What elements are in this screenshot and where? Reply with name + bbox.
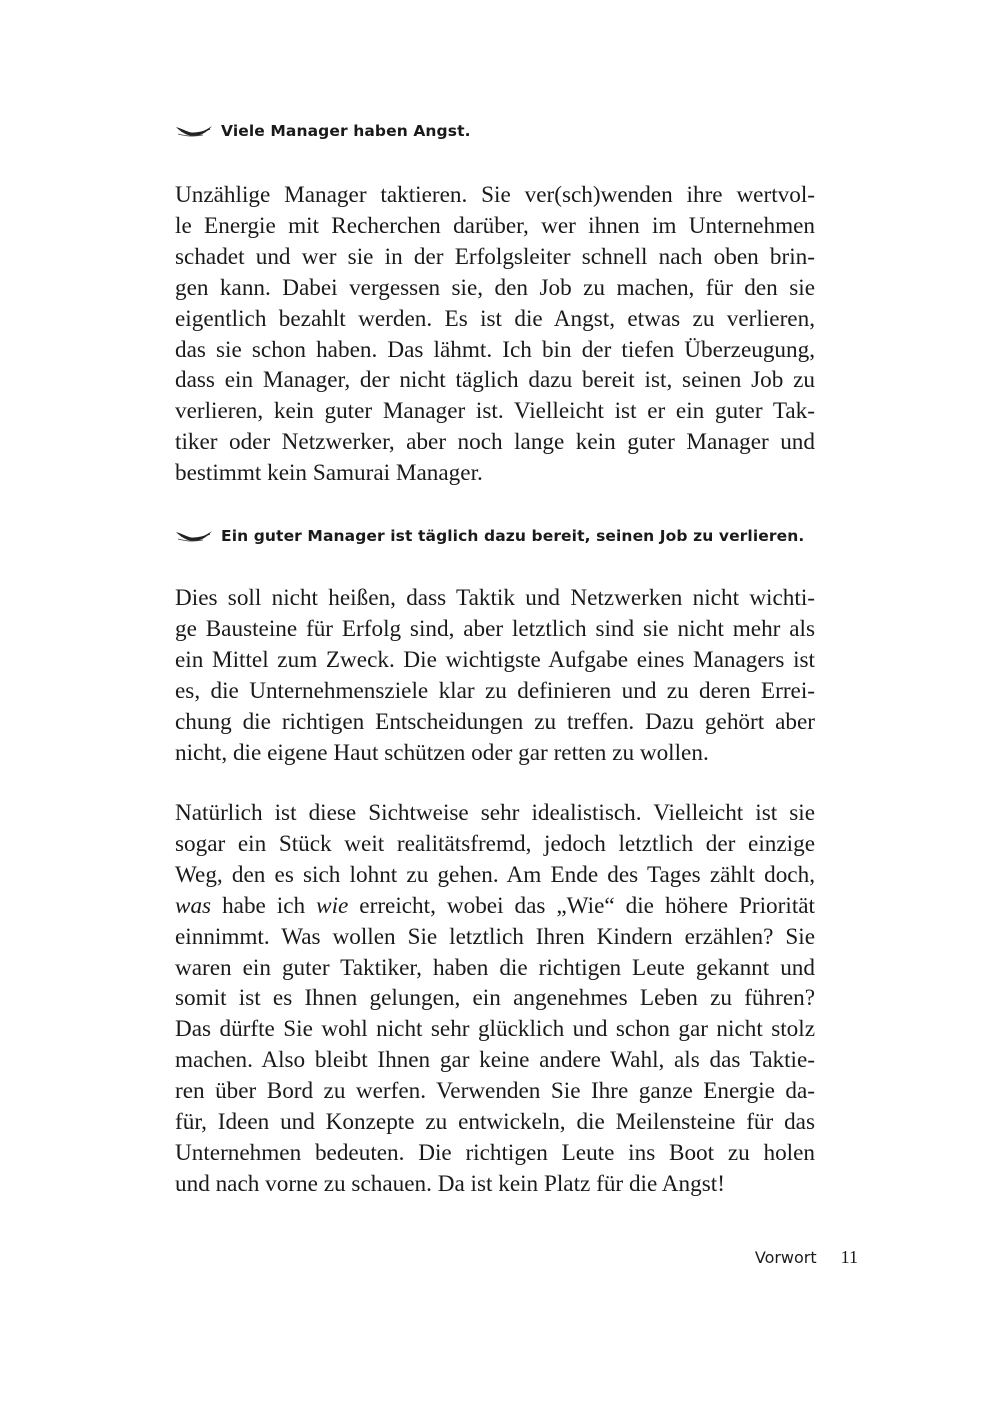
- text-line: ge Bausteine für Erfolg sind, aber letztlich sind sie nicht mehr als: [175, 615, 815, 642]
- brush-stroke-icon: [175, 124, 213, 138]
- callout-text: Ein guter Manager ist täglich dazu bereit, seinen Job zu verlieren.: [221, 527, 805, 545]
- text-line: Unzählige Manager taktieren. Sie ver(sch)wenden ihre wertvol-: [175, 182, 815, 208]
- text-line: somit ist es Ihnen gelungen, ein angenehmes Leben zu führen?: [175, 985, 815, 1012]
- text-line: ren über Bord zu werfen. Verwenden Sie Ihre ganze Energie da-: [175, 1078, 815, 1105]
- text-line: das sie schon haben. Das lähmt. Ich bin der tiefen Überzeugung,: [175, 336, 815, 363]
- body-paragraph: [175, 798, 815, 1200]
- text-line: für, Ideen und Konzepte zu entwickeln, die Meilensteine für das: [175, 1109, 815, 1136]
- text-line: [175, 891, 815, 922]
- text-line: Weg, den es sich lohnt zu gehen. Am Ende des Tages zählt doch,: [175, 861, 815, 888]
- text-line: nicht, die eigene Haut schützen oder gar retten zu wollen.: [175, 739, 709, 766]
- callout-heading: [175, 122, 471, 140]
- text-line: Dies soll nicht heißen, dass Taktik und Netzwerken nicht wichti-: [175, 585, 815, 611]
- text-line: ein Mittel zum Zweck. Die wichtigste Aufgabe eines Managers ist: [175, 646, 815, 673]
- italic-word: was: [175, 892, 212, 919]
- text-line: und nach vorne zu schauen. Da ist kein Platz für die Angst!: [175, 1170, 725, 1197]
- text-line: verlieren, kein guter Manager ist. Vielleicht ist er ein guter Tak-: [175, 398, 815, 425]
- text-line: gen kann. Dabei vergessen sie, den Job zu machen, für den sie: [175, 274, 815, 301]
- italic-word: wie: [316, 892, 349, 919]
- page-footer: [700, 1247, 858, 1268]
- text-line: le Energie mit Recherchen darüber, wer ihnen im Unternehmen: [175, 212, 815, 239]
- body-paragraph: [175, 583, 815, 768]
- text-line: einnimmt. Was wollen Sie letztlich Ihren Kindern erzählen? Sie: [175, 923, 815, 950]
- brush-stroke-icon: [175, 529, 213, 543]
- text-line: schadet und wer sie in der Erfolgsleiter schnell nach oben brin-: [175, 243, 815, 270]
- text-line: eigentlich bezahlt werden. Es ist die Angst, etwas zu verlieren,: [175, 305, 815, 332]
- text-line: Das dürfte Sie wohl nicht sehr glücklich und schon gar nicht stolz: [175, 1016, 815, 1043]
- text-line: tiker oder Netzwerker, aber noch lange kein guter Manager und: [175, 429, 815, 456]
- text-line: bestimmt kein Samurai Manager.: [175, 460, 483, 487]
- text-span: habe ich: [211, 892, 317, 919]
- callout-heading: [175, 527, 804, 545]
- text-line: es, die Unternehmensziele klar zu definieren und zu deren Errei-: [175, 677, 815, 704]
- text-line: dass ein Manager, der nicht täglich dazu bereit ist, seinen Job zu: [175, 367, 815, 394]
- text-line: Unternehmen bedeuten. Die richtigen Leute ins Boot zu holen: [175, 1139, 815, 1166]
- page-number: 11: [840, 1247, 858, 1267]
- text-line: chung die richtigen Entscheidungen zu treffen. Dazu gehört aber: [175, 708, 815, 735]
- text-line: sogar ein Stück weit realitätsfremd, jedoch letztlich der einzige: [175, 830, 815, 857]
- section-title: Vorwort: [754, 1248, 817, 1267]
- text-line: Natürlich ist diese Sichtweise sehr idealistisch. Vielleicht ist sie: [175, 800, 815, 826]
- body-paragraph: [175, 180, 815, 489]
- text-line: machen. Also bleibt Ihnen gar keine andere Wahl, als das Taktie-: [175, 1047, 815, 1074]
- callout-text: Viele Manager haben Angst.: [221, 122, 471, 140]
- text-line: waren ein guter Taktiker, haben die richtigen Leute gekannt und: [175, 954, 815, 981]
- text-span: erreicht, wobei das „Wie“ die höhere Priorität: [348, 892, 815, 919]
